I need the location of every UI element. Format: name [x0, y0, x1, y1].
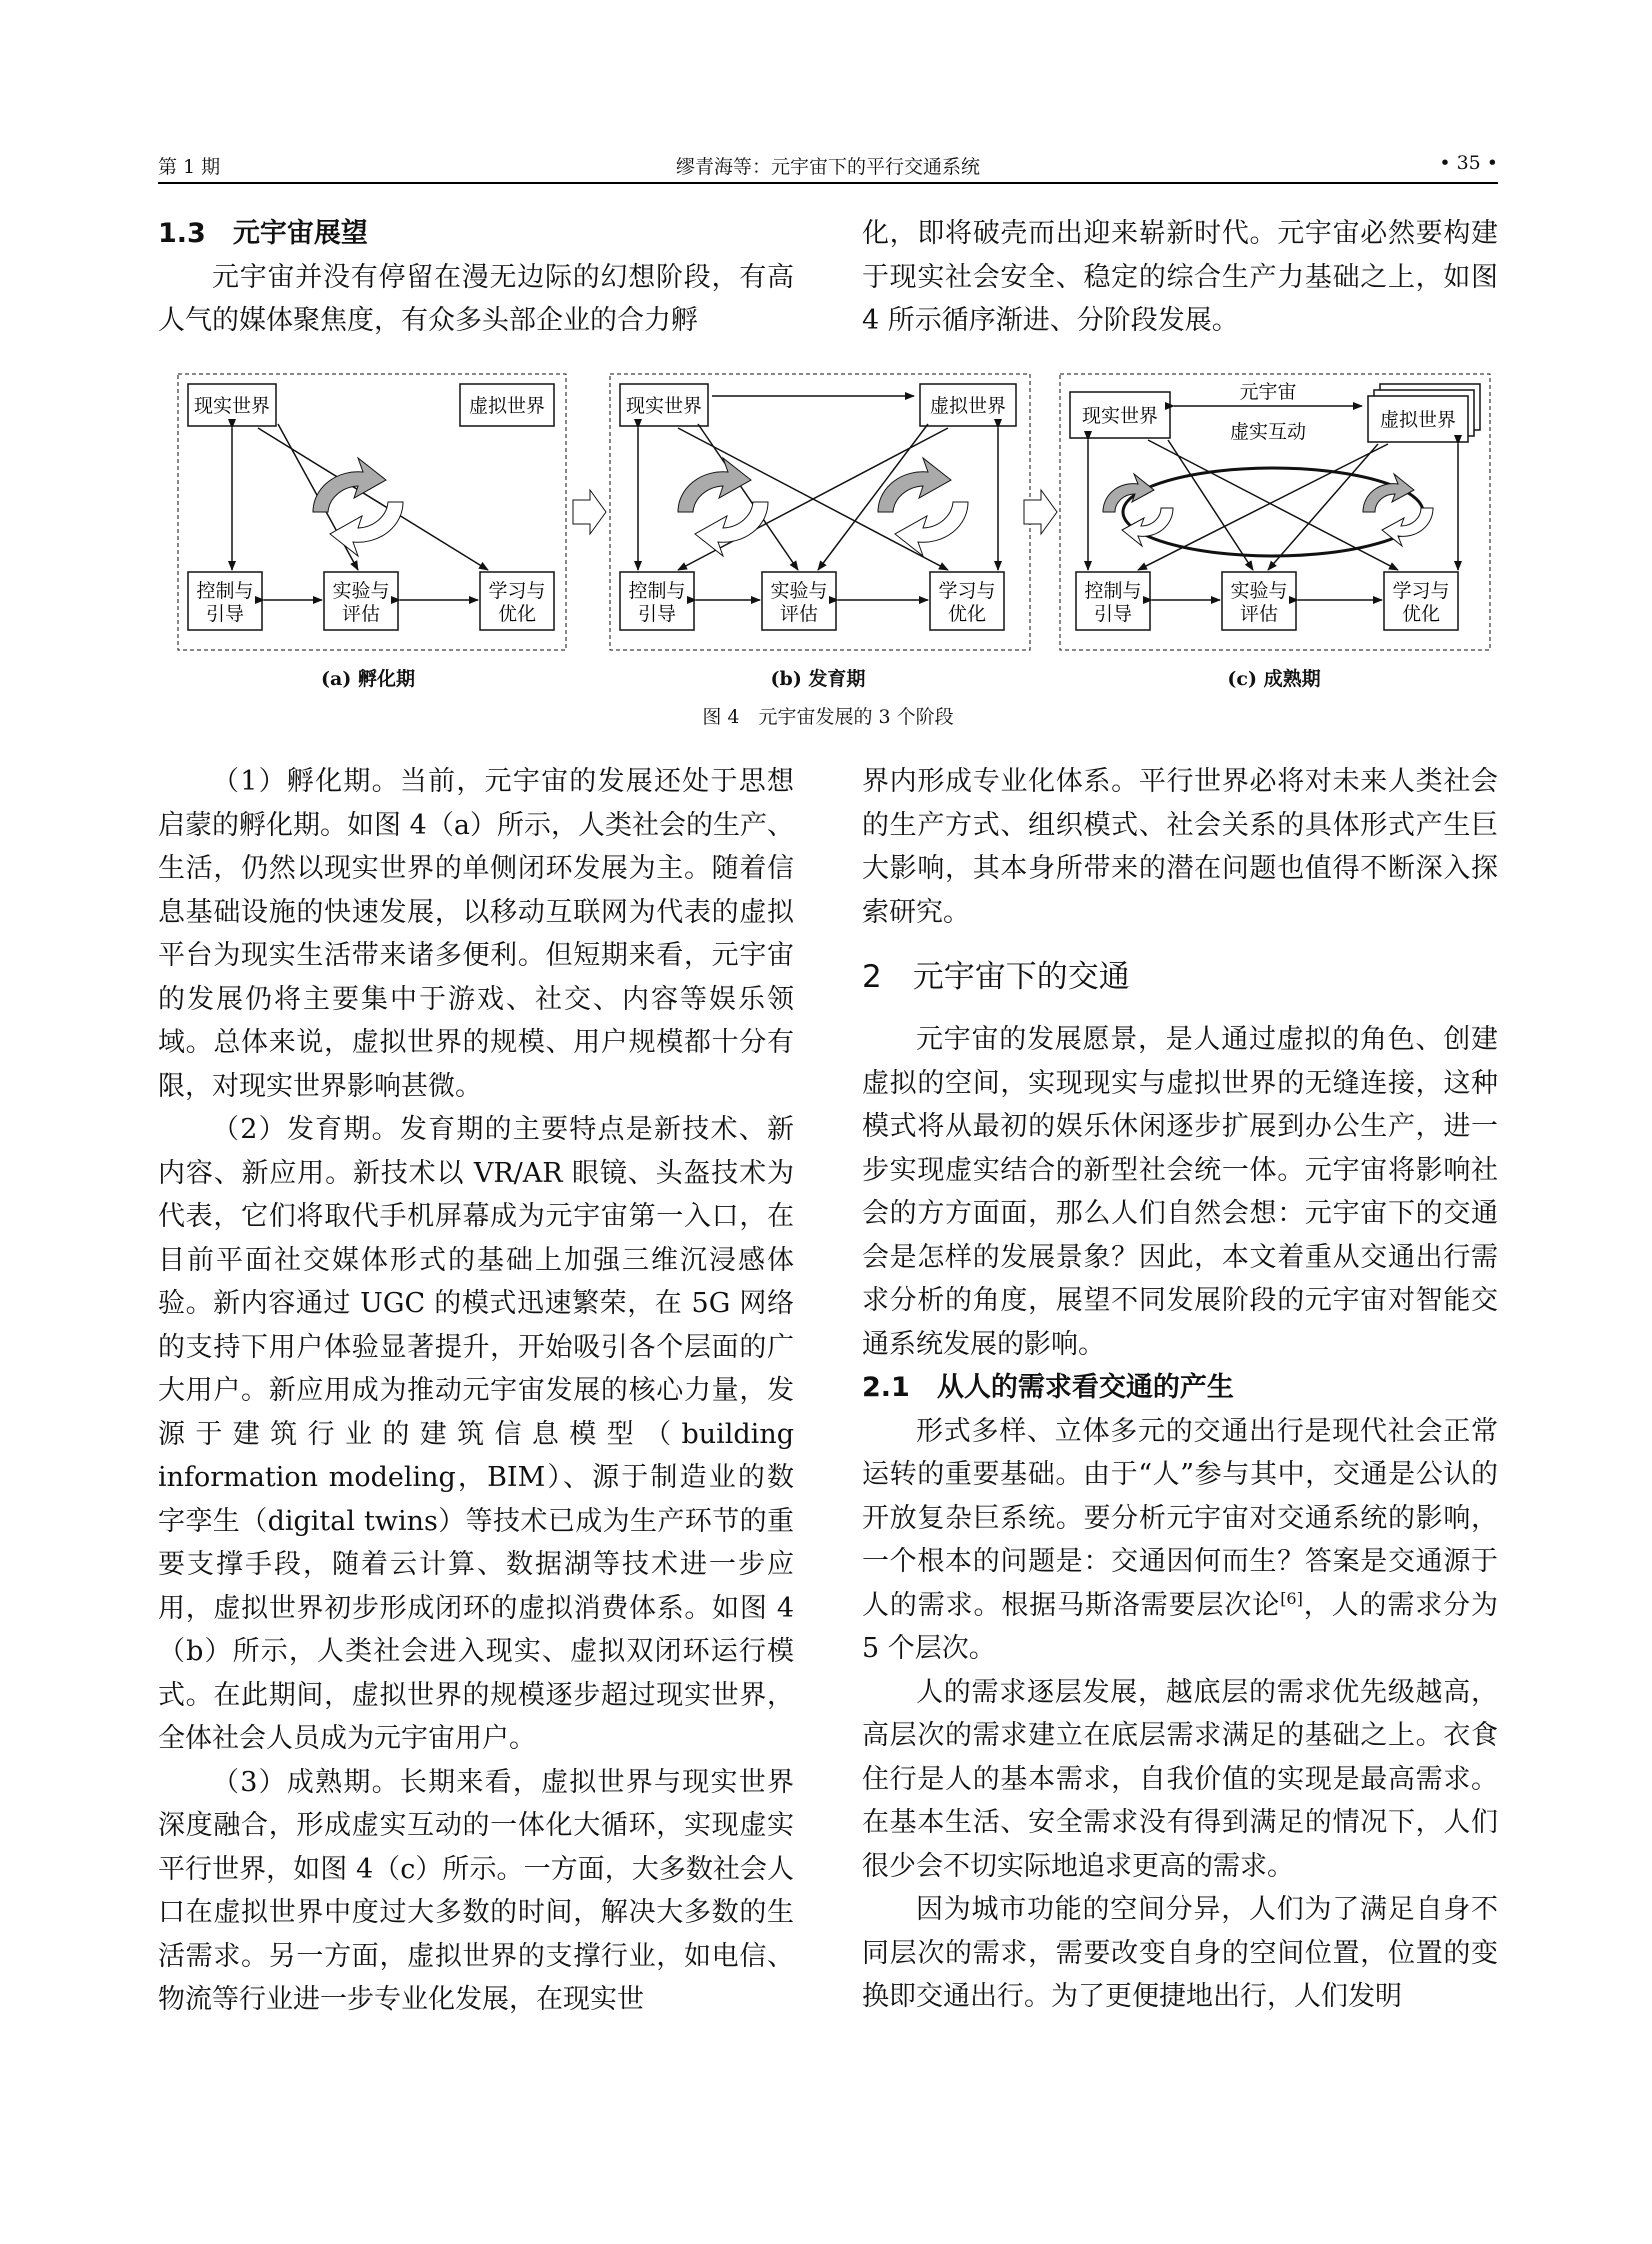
paragraph-demand-origin	[862, 1410, 1498, 1671]
lower-left-column	[158, 760, 794, 2022]
panel-b-development	[610, 374, 1030, 650]
section-heading-2: 2 元宇宙下的交通	[862, 959, 1130, 995]
section-heading-1-3: 1.3 元宇宙展望	[158, 218, 368, 249]
figure-4-diagram	[158, 362, 1498, 662]
learn-label-1: 学习与	[488, 580, 546, 602]
panel-a-incubation	[178, 374, 566, 650]
figure-caption: 图 4 元宇宙发展的 3 个阶段	[702, 706, 954, 728]
interaction-label: 虚实互动	[1229, 421, 1307, 443]
paragraph-maturity-cont: 界内形成专业化体系。平行世界必将对未来人类社会的生产方式、组织模式、社会关系的具体形式产生巨大影响，其本身所带来的潜在问题也值得不断深入探索研究。	[862, 766, 1498, 928]
real-world-label-b: 现实世界	[625, 395, 703, 417]
experiment-label-b2: 评估	[779, 603, 819, 625]
control-label-c2: 引导	[1093, 603, 1133, 625]
paragraph-spatial: 因为城市功能的空间分异，人们为了满足自身不同层次的需求，需要改变自身的空间位置，位置的变换即交通出行。为了更便捷地出行，人们发明	[862, 1894, 1498, 2012]
learn-label-2: 优化	[497, 603, 537, 625]
paragraph-demand-levels: 人的需求逐层发展，越底层的需求优先级越高，高层次的需求建立在底层需求满足的基础之上。衣食住行是人的基本需求，自我价值的实现是最高需求。在基本生活、安全需求没有得到满足的情况下，人们很少会不切实际地追求更高的需求。	[862, 1676, 1498, 1882]
control-label-2: 引导	[205, 603, 245, 625]
metaverse-label: 元宇宙	[1239, 381, 1297, 403]
control-label-1: 控制与	[196, 580, 254, 602]
top-right-column	[862, 212, 1498, 343]
experiment-label-c1: 实验与	[1230, 580, 1288, 602]
virtual-world-label-c: 虚拟世界	[1379, 409, 1457, 431]
issue-number: 第 1 期	[158, 156, 221, 178]
citation-ref: [6]	[1280, 1588, 1303, 1608]
learn-label-c1: 学习与	[1392, 580, 1450, 602]
experiment-label-c2: 评估	[1239, 603, 1279, 625]
demand-text-end: ，人的需求分为 5 个层次。	[862, 1589, 1499, 1664]
running-title: 缪青海等：元宇宙下的平行交通系统	[675, 156, 980, 178]
real-world-label: 现实世界	[193, 395, 271, 417]
experiment-label-2: 评估	[341, 603, 381, 625]
top-left-column	[158, 212, 794, 343]
sub-caption-c: (c) 成熟期	[1227, 668, 1321, 690]
panel-c-maturity	[1060, 374, 1490, 650]
figure-4	[158, 362, 1498, 734]
paragraph-maturity: （3）成熟期。长期来看，虚拟世界与现实世界深度融合，形成虚实互动的一体化大循环，实现虚实平行世界，如图 4（c）所示。一方面，大多数社会人口在虚拟世界中度过大多数的时间，解决大多数的生活需求。另一方面，虚拟世界的支撑行业，如电信、物流等行业进一步专业化发展，在现实世	[158, 1766, 794, 2015]
lower-right-column	[862, 760, 1498, 2019]
virtual-world-label-b: 虚拟世界	[929, 395, 1007, 417]
control-label-b1: 控制与	[628, 580, 686, 602]
experiment-label-b1: 实验与	[770, 580, 828, 602]
page-number: • 35 •	[1439, 152, 1498, 174]
learn-label-c2: 优化	[1401, 603, 1441, 625]
section-heading-2-1: 2.1 从人的需求看交通的产生	[862, 1372, 1234, 1403]
paragraph-development: （2）发育期。发育期的主要特点是新技术、新内容、新应用。新技术以 VR/AR 眼镜、头盔技术为代表，它们将取代手机屏幕成为元宇宙第一入口，在目前平面社交媒体形式的基础上加强三维沉浸感体验。新内容通过 UGC 的模式迅速繁荣，在 5G 网络的支持下用户体验显著提升，开始吸引各个层面的广大用户。新应用成为推动元宇宙发展的核心力量，发源于建筑行业的建筑信息模型（building information modeling，BIM）、源于制造业的数字孪生（digital twins）等技术已成为生产环节的重要支撑手段，随着云计算、数据湖等技术进一步应用，虚拟世界初步形成闭环的虚拟消费体系。如图 4（b）所示，人类社会进入现实、虚拟双闭环运行模式。在此期间，虚拟世界的规模逐步超过现实世界，全体社会人员成为元宇宙用户。	[158, 1114, 794, 1754]
control-label-b2: 引导	[637, 603, 677, 625]
running-header	[158, 150, 1498, 184]
transition-arrow-2	[1024, 490, 1057, 534]
paragraph-incubation: （1）孵化期。当前，元宇宙的发展还处于思想启蒙的孵化期。如图 4（a）所示，人类社会的生产、生活，仍然以现实世界的单侧闭环发展为主。随着信息基础设施的快速发展，以移动互联网为代表的虚拟平台为现实生活带来诸多便利。但短期来看，元宇宙的发展仍将主要集中于游戏、社交、内容等娱乐领域。总体来说，虚拟世界的规模、用户规模都十分有限，对现实世界影响甚微。	[158, 766, 794, 1102]
sub-caption-a: (a) 孵化期	[321, 668, 415, 690]
real-world-label-c: 现实世界	[1081, 405, 1159, 427]
virtual-world-label: 虚拟世界	[468, 395, 546, 417]
sub-caption-b: (b) 发育期	[770, 668, 866, 690]
experiment-label-1: 实验与	[332, 580, 390, 602]
learn-label-b1: 学习与	[938, 580, 996, 602]
paragraph-outlook-start: 元宇宙并没有停留在漫无边际的幻想阶段，有高人气的媒体聚焦度，有众多头部企业的合力孵	[158, 261, 794, 336]
control-label-c1: 控制与	[1084, 580, 1142, 602]
learn-label-b2: 优化	[947, 603, 987, 625]
demand-text: 形式多样、立体多元的交通出行是现代社会正常运转的重要基础。由于“人”参与其中，交通是公认的开放复杂巨系统。要分析元宇宙对交通系统的影响，一个根本的问题是：交通因何而生？答案是交通源于人的需求。根据马斯洛需要层次论	[862, 1415, 1498, 1621]
paragraph-metaverse-traffic: 元宇宙的发展愿景，是人通过虚拟的角色、创建虚拟的空间，实现现实与虚拟世界的无缝连接，这种模式将从最初的娱乐休闲逐步扩展到办公生产，进一步实现虚实结合的新型社会统一体。元宇宙将影响社会的方方面面，那么人们自然会想：元宇宙下的交通会是怎样的发展景象？因此，本文着重从交通出行需求分析的角度，展望不同发展阶段的元宇宙对智能交通系统发展的影响。	[862, 1024, 1498, 1360]
transition-arrow-1	[573, 490, 606, 534]
paragraph-outlook-end: 化，即将破壳而出迎来崭新时代。元宇宙必然要构建于现实社会安全、稳定的综合生产力基础之上，如图 4 所示循序渐进、分阶段发展。	[862, 218, 1498, 336]
